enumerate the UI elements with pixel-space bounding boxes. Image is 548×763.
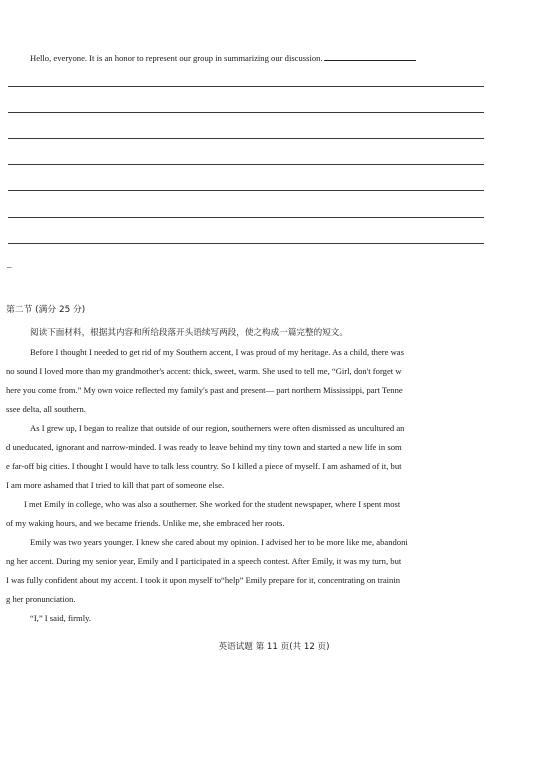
answer-line[interactable] [8,190,484,191]
passage-line: ng her accent. During my senior year, Emily and I participated in a speech contest. After Emily, it was my turn, but [6,556,402,566]
passage-line: “I,” I said, firmly. [30,613,92,623]
passage-line: Before I thought I needed to get rid of my Southern accent, I was proud of my heritage. As a child, there was [30,347,404,357]
passage-line: e far-off big cities. I thought I would have to talk less country. So I killed a piece of myself. I am ashamed of it, but [6,461,402,471]
writing-prompt-intro [30,52,416,63]
passage-line: I am more ashamed that I tried to kill that part of someone else. [6,480,225,490]
answer-line[interactable] [8,86,484,87]
passage-line: d uneducated, ignorant and narrow-minded. I was ready to leave behind my tiny town and started a new life in som [6,442,402,452]
answer-line[interactable] [8,217,484,218]
passage-line: As I grew up, I began to realize that outside of our region, southerners were often dismissed as uncultured an [30,423,405,433]
passage-line: g her pronunciation. [6,594,76,604]
answer-blank[interactable] [324,52,416,61]
page-footer: 英语试题 第 11 页(共 12 页) [218,642,330,652]
section-title: 第二节 (满分 25 分) [6,305,86,315]
passage-line: I met Emily in college, who was also a southerner. She worked for the student newspaper, where I spent most [24,499,401,509]
intro-text: Hello, everyone. It is an honor to represent our group in summarizing our discussion. [30,53,323,63]
passage-line: I was fully confident about my accent. I took it upon myself to“help” Emily prepare for it, concentrating on trainin [6,575,400,585]
answer-line[interactable] [8,138,484,139]
passage-line: no sound I loved more than my grandmother's accent: thick, sweet, warm. She used to tell me, “Girl, don't forget w [6,366,402,376]
answer-line[interactable] [8,112,484,113]
answer-line[interactable] [8,243,484,244]
dash-mark: – [7,262,12,272]
passage-line: of my waking hours, and we became friends. Unlike me, she embraced her roots. [6,518,285,528]
instruction-text: 阅读下面材料，根据其内容和所给段落开头语续写两段，使之构成一篇完整的短文。 [30,328,348,338]
passage-line: Emily was two years younger. I knew she cared about my opinion. I advised her to be more like me, abandoni [30,537,408,547]
passage-line: here you come from.” My own voice reflected my family's past and present— part northern Mississippi, part Tenne [6,385,403,395]
passage-line: ssee delta, all southern. [6,404,86,414]
answer-line[interactable] [8,164,484,165]
